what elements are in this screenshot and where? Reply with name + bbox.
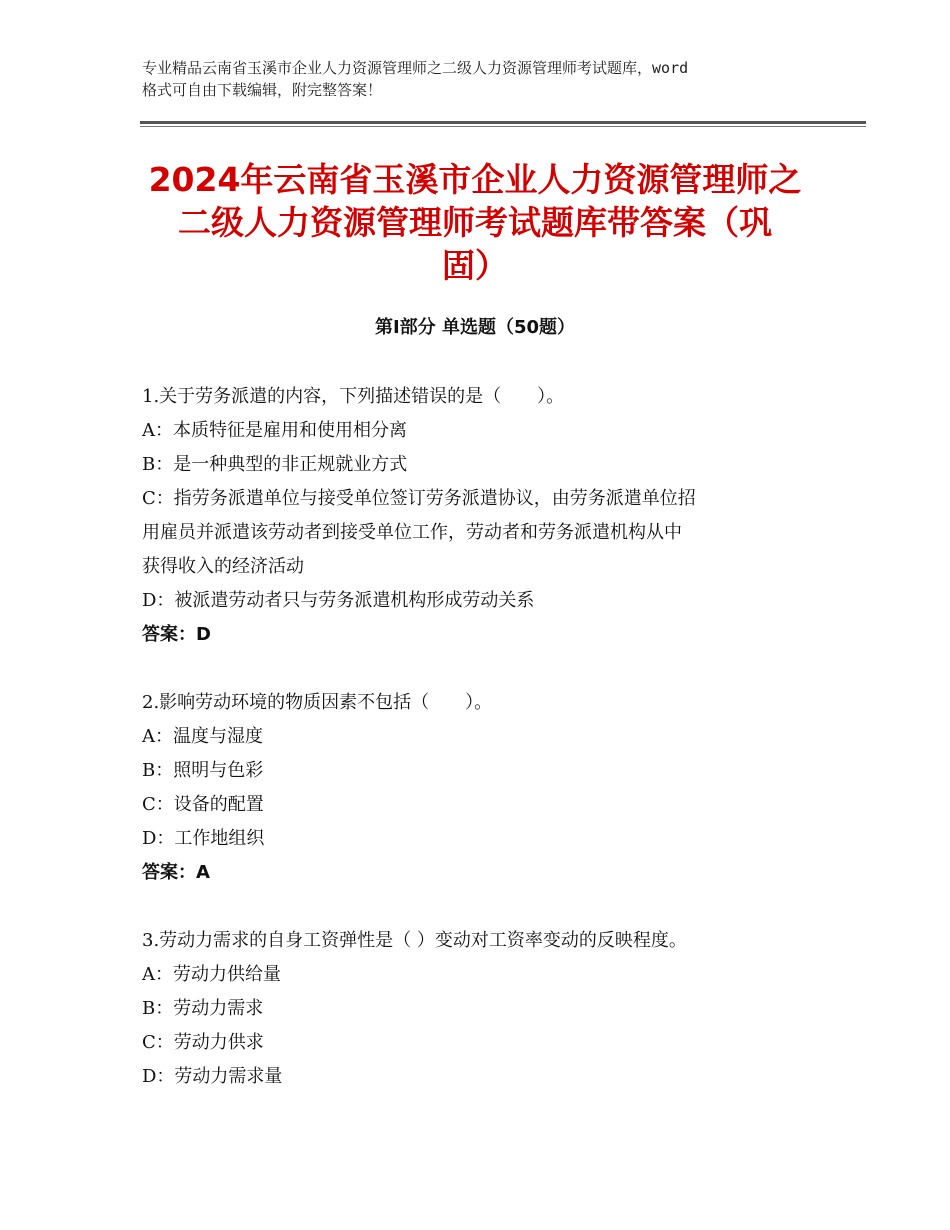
answer-label: 答案：D (142, 624, 211, 645)
document-title (130, 158, 820, 287)
option-c: C：设备的配置 (142, 794, 264, 815)
header-divider-thin (140, 126, 866, 127)
header-divider-thick (140, 121, 866, 124)
question-stem: 2.影响劳动环境的物质因素不包括（ ）。 (142, 692, 493, 713)
option-d: D：被派遣劳动者只与劳务派遣机构形成劳动关系 (142, 590, 535, 611)
header-note-line: 专业精品云南省玉溪市企业人力资源管理师之二级人力资源管理师考试题库，word (142, 59, 689, 77)
question-2 (142, 686, 822, 890)
option-d: D：劳动力需求量 (142, 1066, 283, 1087)
header-note-line: 格式可自由下载编辑，附完整答案！ (142, 81, 383, 99)
option-d: D：工作地组织 (142, 828, 265, 849)
option-c: C：劳动力供求 (142, 1032, 264, 1053)
answer-label: 答案：A (142, 862, 210, 883)
question-spacer (142, 890, 822, 924)
option-a: A：本质特征是雇用和使用相分离 (142, 420, 407, 441)
header-note (142, 57, 822, 101)
title-line: 固） (442, 246, 508, 285)
option-b: B：劳动力需求 (142, 998, 264, 1019)
option-a: A：温度与湿度 (142, 726, 263, 747)
option-b: B：是一种典型的非正规就业方式 (142, 454, 408, 475)
option-c: C：指劳务派遣单位与接受单位签订劳务派遣协议，由劳务派遣单位招 (142, 488, 696, 509)
question-stem: 3.劳动力需求的自身工资弹性是（ ）变动对工资率变动的反映程度。 (142, 930, 687, 951)
title-line: 2024年云南省玉溪市企业人力资源管理师之 (148, 160, 802, 199)
question-1 (142, 380, 822, 652)
title-line: 二级人力资源管理师考试题库带答案（巩 (178, 203, 772, 242)
question-spacer (142, 652, 822, 686)
question-3 (142, 924, 822, 1094)
option-a: A：劳动力供给量 (142, 964, 281, 985)
option-c-continued: 获得收入的经济活动 (142, 556, 304, 577)
question-stem: 1.关于劳务派遣的内容，下列描述错误的是（ ）。 (142, 386, 565, 407)
option-c-continued: 用雇员并派遣该劳动者到接受单位工作，劳动者和劳务派遣机构从中 (142, 522, 682, 543)
section-title: 第Ⅰ部分 单选题（50题） (374, 317, 575, 338)
question-list (142, 380, 822, 1094)
option-b: B：照明与色彩 (142, 760, 264, 781)
